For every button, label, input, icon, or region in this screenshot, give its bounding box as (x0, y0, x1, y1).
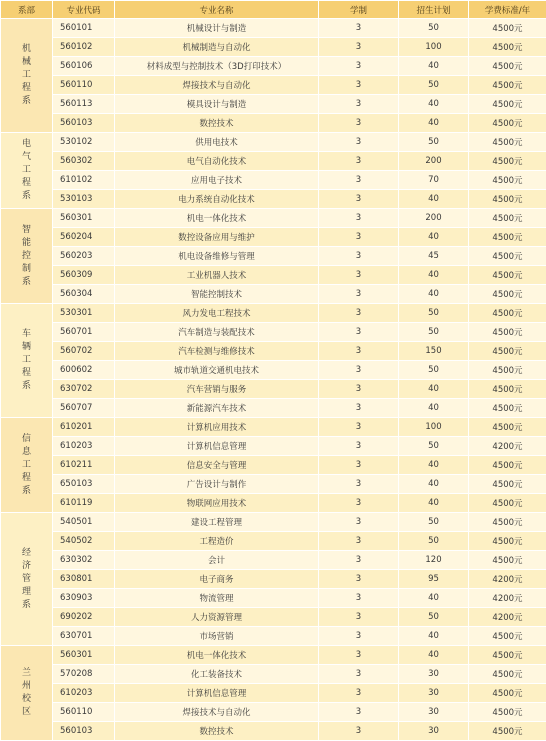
table-row (1, 627, 546, 646)
tuition-fee: 4500元 (469, 152, 546, 171)
major-code: 600602 (53, 361, 115, 380)
tuition-fee: 4200元 (469, 608, 546, 627)
tuition-fee: 4500元 (469, 399, 546, 418)
major-name: 化工装备技术 (115, 665, 319, 684)
major-code: 560103 (53, 722, 115, 741)
major-code: 560702 (53, 342, 115, 361)
major-code: 530102 (53, 133, 115, 152)
enrollment-plan: 40 (399, 380, 469, 399)
tuition-fee: 4500元 (469, 627, 546, 646)
years: 3 (319, 133, 399, 152)
table-body (1, 19, 546, 741)
major-name: 广告设计与制作 (115, 475, 319, 494)
years: 3 (319, 171, 399, 190)
major-code: 560304 (53, 285, 115, 304)
years: 3 (319, 114, 399, 133)
department-name: 信息工程系 (21, 433, 33, 498)
major-code: 530103 (53, 190, 115, 209)
table-row (1, 589, 546, 608)
table-row (1, 190, 546, 209)
major-code: 630903 (53, 589, 115, 608)
major-code: 560110 (53, 76, 115, 95)
years: 3 (319, 437, 399, 456)
tuition-fee: 4500元 (469, 494, 546, 513)
table-row (1, 475, 546, 494)
major-code: 630702 (53, 380, 115, 399)
tuition-fee: 4500元 (469, 228, 546, 247)
enrollment-plan: 150 (399, 342, 469, 361)
years: 3 (319, 76, 399, 95)
major-name: 风力发电工程技术 (115, 304, 319, 323)
major-name: 数控设备应用与维护 (115, 228, 319, 247)
table-row (1, 95, 546, 114)
tuition-fee: 4500元 (469, 532, 546, 551)
tuition-fee: 4500元 (469, 114, 546, 133)
table-row (1, 513, 546, 532)
major-code: 560113 (53, 95, 115, 114)
table-row (1, 247, 546, 266)
years: 3 (319, 95, 399, 114)
table-row (1, 266, 546, 285)
years: 3 (319, 456, 399, 475)
years: 3 (319, 304, 399, 323)
major-name: 物流管理 (115, 589, 319, 608)
enrollment-plan: 50 (399, 361, 469, 380)
department-name: 车辆工程系 (21, 328, 33, 393)
tuition-fee: 4500元 (469, 190, 546, 209)
tuition-fee: 4200元 (469, 437, 546, 456)
tuition-fee: 4500元 (469, 551, 546, 570)
major-name: 焊接技术与自动化 (115, 76, 319, 95)
department-name: 电气工程系 (21, 138, 33, 203)
table-row (1, 494, 546, 513)
major-code: 560701 (53, 323, 115, 342)
table-row (1, 304, 546, 323)
major-code: 560101 (53, 19, 115, 38)
tuition-fee: 4500元 (469, 285, 546, 304)
years: 3 (319, 684, 399, 703)
major-code: 630701 (53, 627, 115, 646)
table-row (1, 19, 546, 38)
department-cell (1, 209, 53, 304)
table-row (1, 323, 546, 342)
department-cell (1, 646, 53, 741)
years: 3 (319, 532, 399, 551)
years: 3 (319, 19, 399, 38)
enrollment-plan: 40 (399, 456, 469, 475)
table-row (1, 456, 546, 475)
major-name: 机电设备维修与管理 (115, 247, 319, 266)
enrollment-plan: 40 (399, 95, 469, 114)
major-name: 工业机器人技术 (115, 266, 319, 285)
years: 3 (319, 494, 399, 513)
years: 3 (319, 361, 399, 380)
table-row (1, 342, 546, 361)
major-code: 610102 (53, 171, 115, 190)
tuition-fee: 4200元 (469, 589, 546, 608)
tuition-fee: 4500元 (469, 722, 546, 741)
major-code: 610119 (53, 494, 115, 513)
major-name: 汽车检测与维修技术 (115, 342, 319, 361)
enrollment-plan: 50 (399, 437, 469, 456)
enrollment-plan: 40 (399, 266, 469, 285)
enrollment-plan: 40 (399, 190, 469, 209)
department-cell (1, 133, 53, 209)
years: 3 (319, 209, 399, 228)
tuition-fee: 4500元 (469, 513, 546, 532)
department-cell (1, 19, 53, 133)
table-row (1, 361, 546, 380)
enrollment-plan: 45 (399, 247, 469, 266)
major-code: 560103 (53, 114, 115, 133)
table-row (1, 722, 546, 741)
enrollment-plan: 40 (399, 627, 469, 646)
major-name: 焊接技术与自动化 (115, 703, 319, 722)
years: 3 (319, 475, 399, 494)
major-code: 560204 (53, 228, 115, 247)
enrollment-plan: 30 (399, 684, 469, 703)
years: 3 (319, 190, 399, 209)
table-row (1, 684, 546, 703)
major-code: 560102 (53, 38, 115, 57)
major-name: 新能源汽车技术 (115, 399, 319, 418)
tuition-fee: 4500元 (469, 646, 546, 665)
years: 3 (319, 513, 399, 532)
tuition-fee: 4500元 (469, 38, 546, 57)
enrollment-plan: 50 (399, 76, 469, 95)
table-row (1, 608, 546, 627)
table-row (1, 209, 546, 228)
major-name: 计算机信息管理 (115, 437, 319, 456)
enrollment-plan: 95 (399, 570, 469, 589)
header-plan: 招生计划 (399, 1, 469, 19)
table-row (1, 570, 546, 589)
enrollment-plan: 40 (399, 285, 469, 304)
header-years: 学制 (319, 1, 399, 19)
major-code: 560707 (53, 399, 115, 418)
enrollment-plan: 120 (399, 551, 469, 570)
header-name: 专业名称 (115, 1, 319, 19)
enrollment-plan: 40 (399, 57, 469, 76)
major-name: 机械制造与自动化 (115, 38, 319, 57)
enrollment-plan: 200 (399, 209, 469, 228)
department-cell (1, 304, 53, 418)
table-row (1, 57, 546, 76)
years: 3 (319, 57, 399, 76)
enrollment-plan: 70 (399, 171, 469, 190)
department-cell (1, 513, 53, 646)
tuition-fee: 4500元 (469, 133, 546, 152)
major-code: 610203 (53, 684, 115, 703)
tuition-fee: 4500元 (469, 19, 546, 38)
tuition-fee: 4500元 (469, 361, 546, 380)
table-row (1, 152, 546, 171)
major-name: 人力资源管理 (115, 608, 319, 627)
major-code: 630801 (53, 570, 115, 589)
major-code: 610211 (53, 456, 115, 475)
years: 3 (319, 247, 399, 266)
tuition-fee: 4500元 (469, 418, 546, 437)
years: 3 (319, 608, 399, 627)
major-name: 机电一体化技术 (115, 209, 319, 228)
tuition-fee: 4500元 (469, 475, 546, 494)
tuition-fee: 4500元 (469, 76, 546, 95)
enrollment-plan: 40 (399, 475, 469, 494)
major-name: 机电一体化技术 (115, 646, 319, 665)
years: 3 (319, 570, 399, 589)
major-name: 城市轨道交通机电技术 (115, 361, 319, 380)
years: 3 (319, 399, 399, 418)
tuition-fee: 4500元 (469, 57, 546, 76)
major-name: 电气自动化技术 (115, 152, 319, 171)
major-name: 材料成型与控制技术（3D打印技术） (115, 57, 319, 76)
tuition-fee: 4500元 (469, 342, 546, 361)
major-code: 540501 (53, 513, 115, 532)
enrollment-plan: 200 (399, 152, 469, 171)
tuition-fee: 4500元 (469, 304, 546, 323)
major-code: 650103 (53, 475, 115, 494)
major-code: 560203 (53, 247, 115, 266)
enrollment-plan: 40 (399, 399, 469, 418)
major-code: 570208 (53, 665, 115, 684)
enrollment-plan: 50 (399, 323, 469, 342)
years: 3 (319, 589, 399, 608)
table-row (1, 399, 546, 418)
years: 3 (319, 627, 399, 646)
tuition-fee: 4500元 (469, 323, 546, 342)
table-row (1, 133, 546, 152)
enrollment-plan: 30 (399, 665, 469, 684)
department-name: 经济管理系 (21, 547, 33, 612)
tuition-fee: 4500元 (469, 684, 546, 703)
years: 3 (319, 228, 399, 247)
years: 3 (319, 665, 399, 684)
major-name: 供用电技术 (115, 133, 319, 152)
enrollment-plan: 100 (399, 38, 469, 57)
major-name: 工程造价 (115, 532, 319, 551)
years: 3 (319, 703, 399, 722)
major-code: 690202 (53, 608, 115, 627)
tuition-fee: 4500元 (469, 247, 546, 266)
major-name: 计算机应用技术 (115, 418, 319, 437)
table-row (1, 228, 546, 247)
table-row (1, 437, 546, 456)
major-name: 数控技术 (115, 114, 319, 133)
table-row (1, 551, 546, 570)
major-name: 计算机信息管理 (115, 684, 319, 703)
table-row (1, 703, 546, 722)
table-row (1, 114, 546, 133)
major-code: 610201 (53, 418, 115, 437)
major-code: 630302 (53, 551, 115, 570)
major-name: 数控技术 (115, 722, 319, 741)
major-name: 汽车制造与装配技术 (115, 323, 319, 342)
enrollment-plan: 50 (399, 513, 469, 532)
major-name: 智能控制技术 (115, 285, 319, 304)
major-name: 物联网应用技术 (115, 494, 319, 513)
table-row (1, 418, 546, 437)
years: 3 (319, 152, 399, 171)
table-row (1, 532, 546, 551)
department-name: 智能控制系 (21, 224, 33, 289)
table-row (1, 38, 546, 57)
enrollment-plan: 40 (399, 228, 469, 247)
major-code: 560301 (53, 209, 115, 228)
tuition-fee: 4500元 (469, 266, 546, 285)
major-name: 应用电子技术 (115, 171, 319, 190)
enrollment-plan: 100 (399, 418, 469, 437)
major-code: 560309 (53, 266, 115, 285)
table-row (1, 76, 546, 95)
table-row (1, 380, 546, 399)
tuition-fee: 4500元 (469, 95, 546, 114)
enrollment-plan: 50 (399, 19, 469, 38)
enrollment-plan: 50 (399, 304, 469, 323)
tuition-fee: 4500元 (469, 456, 546, 475)
tuition-fee: 4500元 (469, 703, 546, 722)
years: 3 (319, 551, 399, 570)
major-code: 540502 (53, 532, 115, 551)
tuition-fee: 4500元 (469, 209, 546, 228)
major-code: 560110 (53, 703, 115, 722)
major-code: 610203 (53, 437, 115, 456)
department-cell (1, 418, 53, 513)
major-name: 模具设计与制造 (115, 95, 319, 114)
major-name: 会计 (115, 551, 319, 570)
major-name: 信息安全与管理 (115, 456, 319, 475)
enrollment-plan: 30 (399, 703, 469, 722)
years: 3 (319, 646, 399, 665)
major-code: 560302 (53, 152, 115, 171)
major-name: 汽车营销与服务 (115, 380, 319, 399)
table-row (1, 285, 546, 304)
major-name: 市场营销 (115, 627, 319, 646)
years: 3 (319, 266, 399, 285)
major-name: 建设工程管理 (115, 513, 319, 532)
major-name: 电力系统自动化技术 (115, 190, 319, 209)
enrollment-plan: 40 (399, 114, 469, 133)
years: 3 (319, 342, 399, 361)
department-name: 机械工程系 (21, 43, 33, 108)
major-name: 机械设计与制造 (115, 19, 319, 38)
major-code: 560301 (53, 646, 115, 665)
major-code: 530301 (53, 304, 115, 323)
tuition-fee: 4200元 (469, 570, 546, 589)
department-name: 兰州校区 (21, 667, 33, 719)
years: 3 (319, 323, 399, 342)
years: 3 (319, 38, 399, 57)
major-code: 560106 (53, 57, 115, 76)
enrollment-plan: 30 (399, 722, 469, 741)
enrollment-plan: 40 (399, 589, 469, 608)
table-row (1, 646, 546, 665)
header-row (1, 1, 546, 19)
years: 3 (319, 285, 399, 304)
major-name: 电子商务 (115, 570, 319, 589)
tuition-fee: 4500元 (469, 171, 546, 190)
header-code: 专业代码 (53, 1, 115, 19)
years: 3 (319, 418, 399, 437)
table-row (1, 171, 546, 190)
years: 3 (319, 380, 399, 399)
table-row (1, 665, 546, 684)
enrollment-plan: 40 (399, 646, 469, 665)
header-dept: 系部 (1, 1, 53, 19)
enrollment-plan: 40 (399, 494, 469, 513)
header-fee: 学费标准/年 (469, 1, 546, 19)
enrollment-plan: 50 (399, 133, 469, 152)
tuition-fee: 4500元 (469, 380, 546, 399)
tuition-fee: 4500元 (469, 665, 546, 684)
years: 3 (319, 722, 399, 741)
enrollment-plan: 50 (399, 532, 469, 551)
enrollment-plan: 50 (399, 608, 469, 627)
